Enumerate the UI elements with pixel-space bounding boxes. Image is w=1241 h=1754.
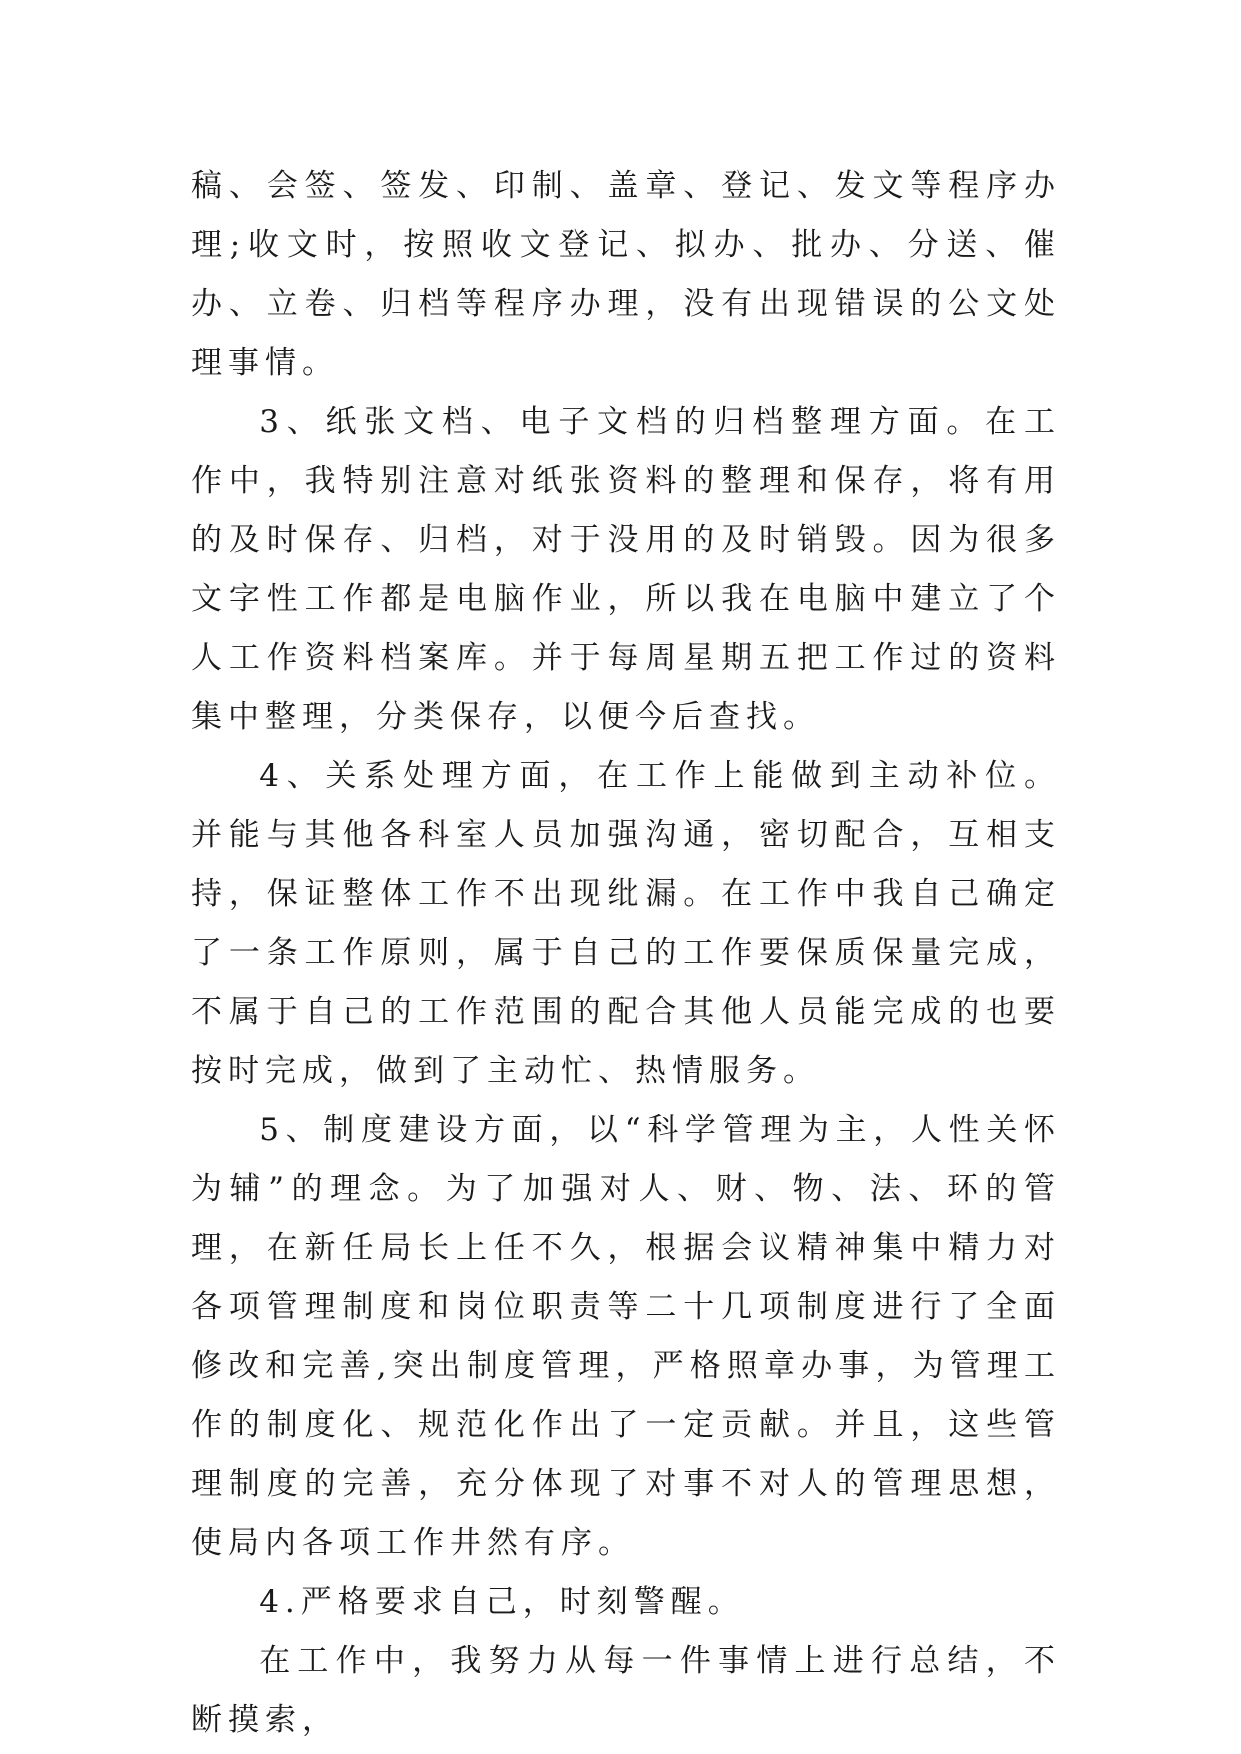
paragraph-2: 3、纸张文档、电子文档的归档整理方面。在工作中，我特别注意对纸张资料的整理和保存，将有用的及时保存、归档，对于没用的及时销毁。因为很多文字性工作都是电脑作业，所以我在电脑中建立了个人工作资料档案库。并于每周星期五把工作过的资料集中整理，分类保存，以便今后查找。: [191, 404, 1061, 735]
paragraph-1: 稿、会签、签发、印制、盖章、登记、发文等程序办理;收文时，按照收文登记、拟办、批办、分送、催办、立卷、归档等程序办理，没有出现错误的公文处理事情。: [191, 168, 1061, 381]
paragraph-5: 4.严格要求自己，时刻警醒。: [259, 1584, 745, 1620]
paragraph-4: 5、制度建设方面，以“科学管理为主，人性关怀为辅”的理念。为了加强对人、财、物、法、环的管理，在新任局长上任不久，根据会议精神集中精力对各项管理制度和岗位职责等二十几项制度进行了全面修改和完善,突出制度管理，严格照章办事，为管理工作的制度化、规范化作出了一定贡献。并且，这些管理制度的完善，充分体现了对事不对人的管理思想，使局内各项工作井然有序。: [191, 1112, 1061, 1561]
document-body: [191, 157, 1061, 1750]
paragraph-6: 在工作中，我努力从每一件事情上进行总结，不断摸索，: [191, 1643, 1061, 1738]
paragraph-3: 4、关系处理方面，在工作上能做到主动补位。并能与其他各科室人员加强沟通，密切配合，互相支持，保证整体工作不出现纰漏。在工作中我自己确定了一条工作原则，属于自己的工作要保质保量完成，不属于自己的工作范围的配合其他人员能完成的也要按时完成，做到了主动忙、热情服务。: [191, 758, 1061, 1089]
